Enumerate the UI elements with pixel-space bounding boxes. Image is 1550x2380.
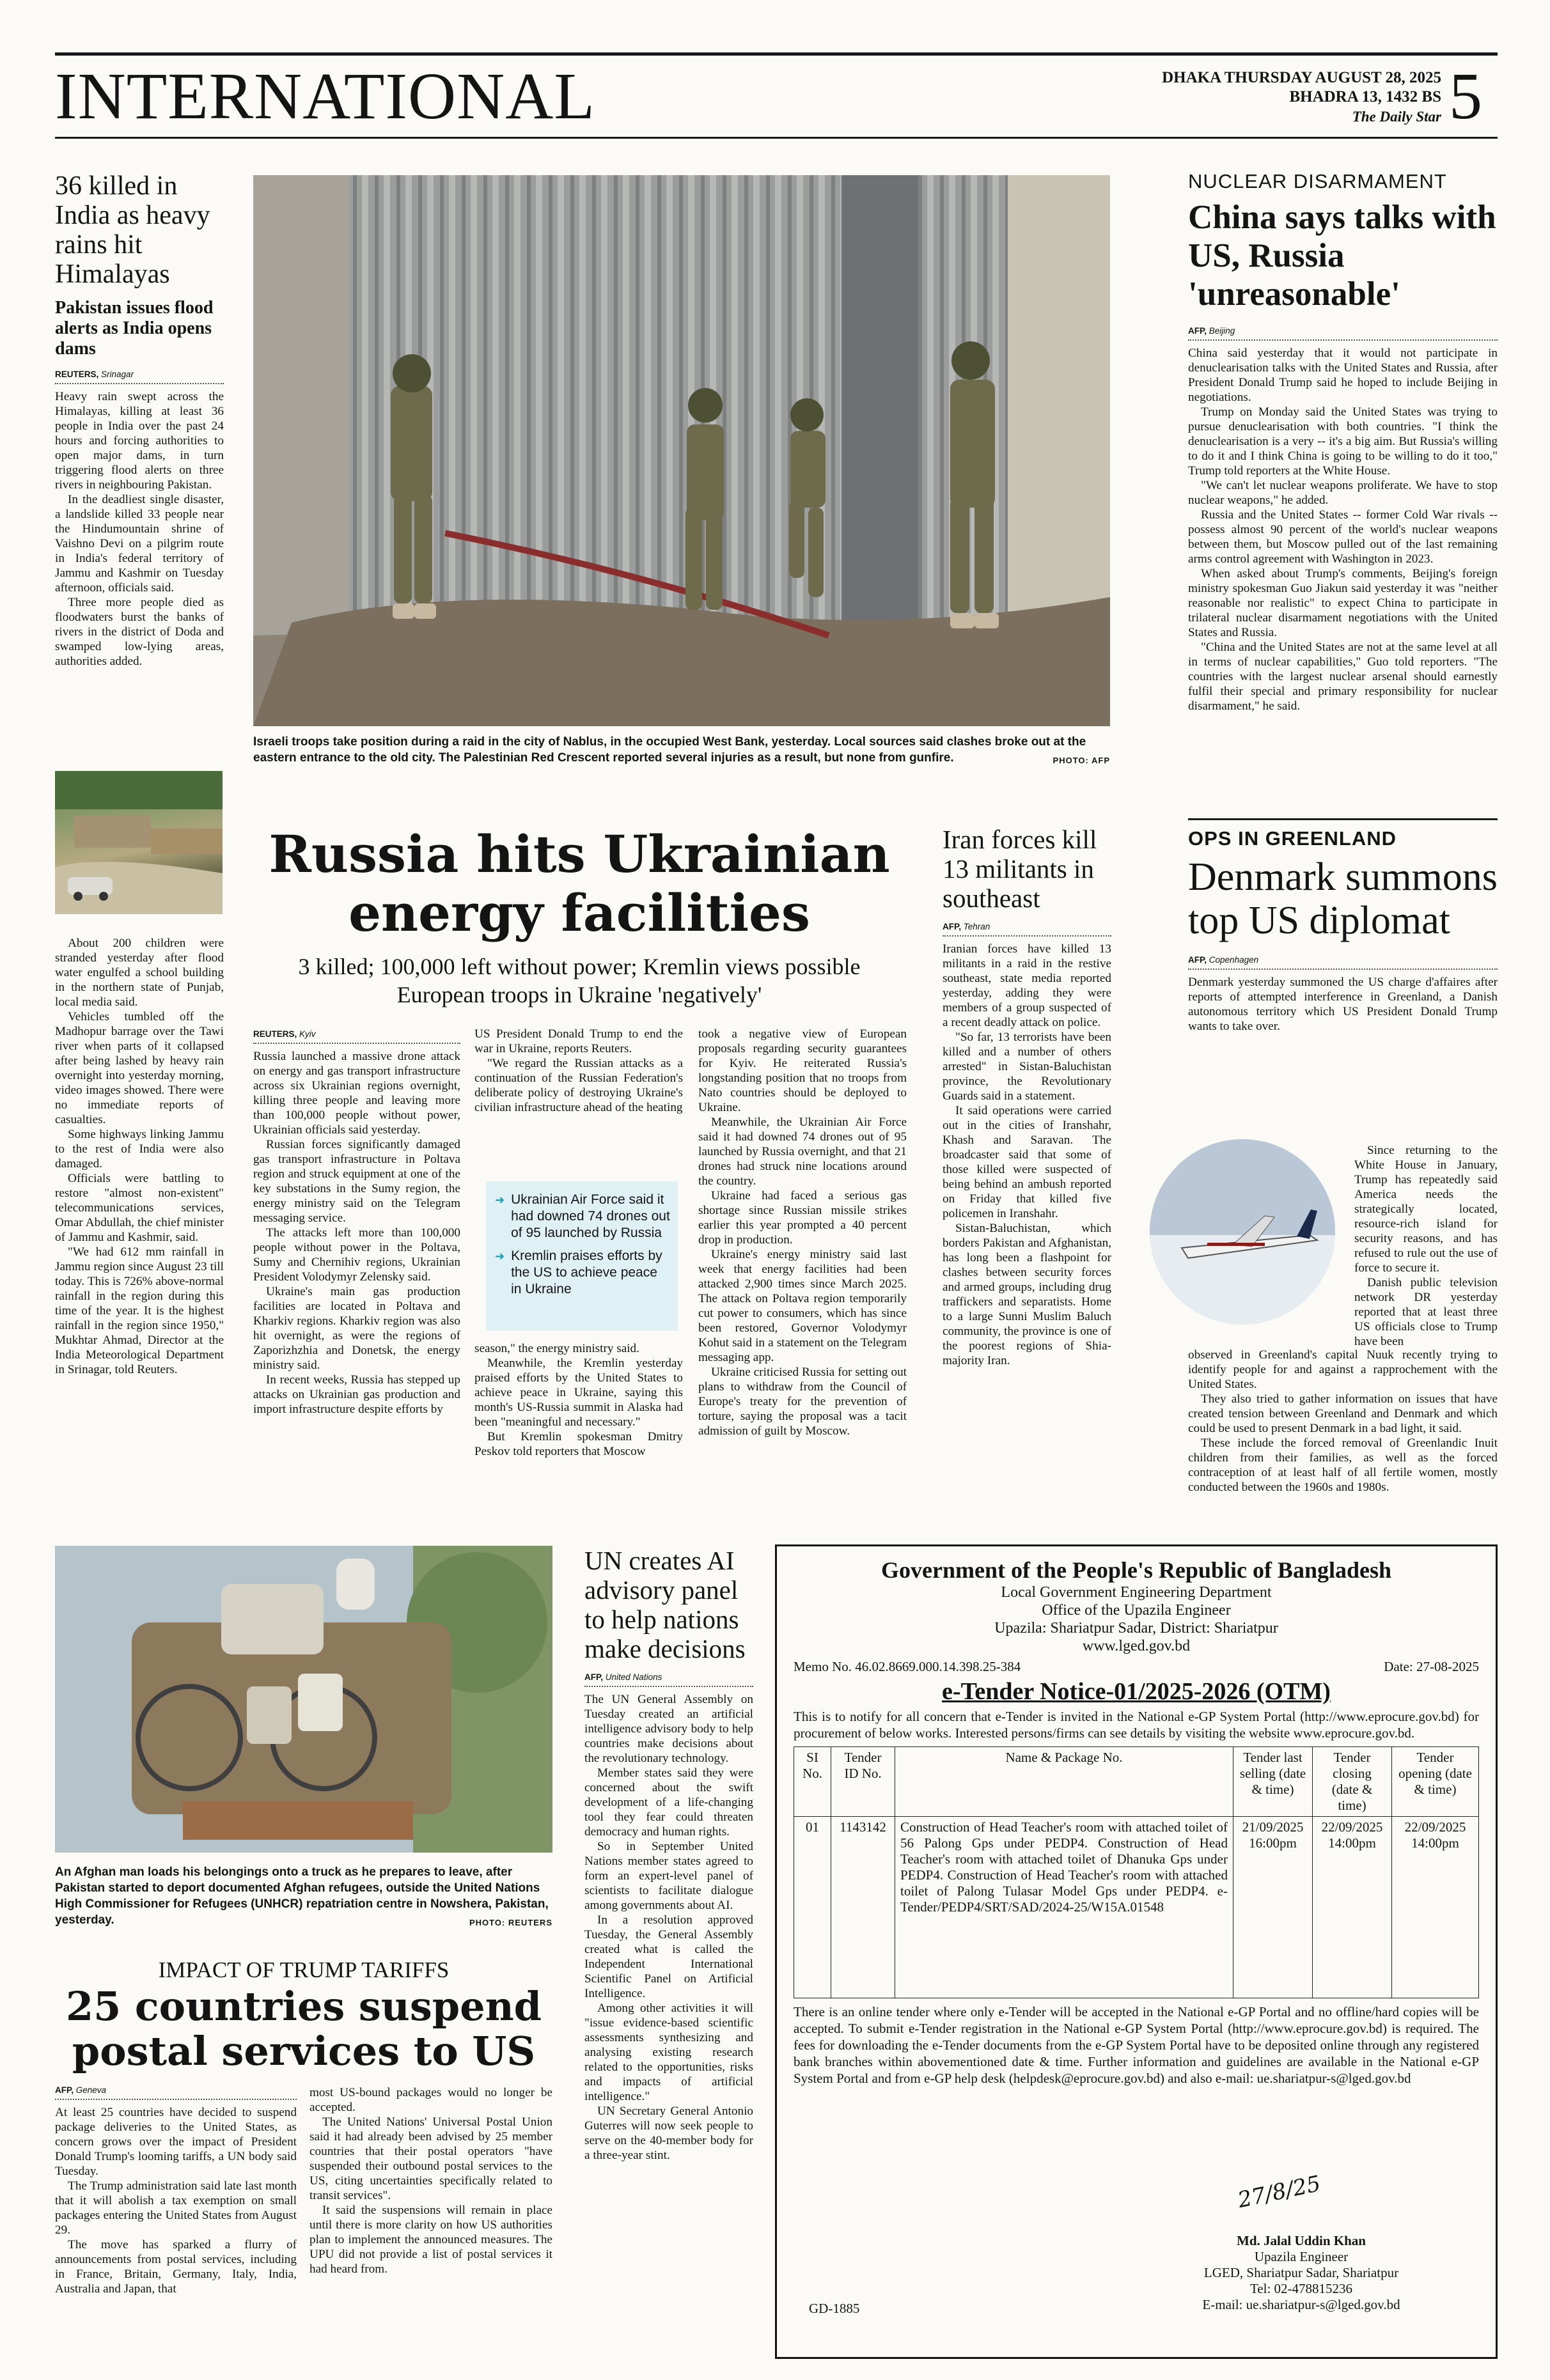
denmark-wrap	[1354, 1143, 1498, 1349]
tender-memo-row	[794, 1659, 1479, 1675]
denmark-kicker: OPS IN GREENLAND	[1188, 827, 1397, 850]
russia-paragraph: "We regard the Russian attacks as a continuation of the Russian Federation's deliberate policy of destroying Ukraine's civilian infrastructure ahead of the heating	[474, 1057, 683, 1114]
truck-loading-image	[55, 1546, 552, 1853]
table-header-sl: SI No.	[794, 1747, 831, 1817]
un-story	[584, 1546, 753, 2163]
russia-col-1	[253, 1025, 460, 1417]
tariff-headline: 25 countries suspend postal services to US	[65, 1983, 542, 2074]
tender-table	[794, 1746, 1479, 1998]
un-byline: AFP, United Nations	[584, 1672, 662, 1682]
denmark-paragraph: Danish public television network DR yesterday reported that at least three US officials close to Trump have been	[1354, 1276, 1498, 1348]
india-paragraph: "We had 612 mm rainfall in Jammu region since August 23 till today. This is 726% above-normal rainfall in the region during this time of the year. It is the highest rainfall in the region since 1950," Mukhtar Ahmad, Director at the India Meteorological Department in Srinagar, told Reuters.	[55, 1245, 224, 1376]
tariff-col-1	[55, 2081, 297, 2296]
signer-block	[1135, 2233, 1468, 2313]
russia-paragraph: took a negative view of European proposals regarding security guarantees for Kyiv. He reiterated Russia's longstanding position that no troops from Nato countries should be deployed to Ukraine.	[698, 1027, 907, 1114]
china-paragraph: Trump on Monday said the United States was trying to pursue denuclearisation with both countries. "I think the denuclearisation is a very -- it's a big aim. But Russia's willing to do it and I think China is going to be willing to do it too," Trump told reporters at the White House.	[1188, 405, 1498, 478]
russia-paragraph: Ukraine's main gas production facilities are located in Poltava and Kharkiv regions. Kharkiv region was also hit overnight, as were the regions of Zaporizhzhia and Donetsk, the energy ministry said.	[253, 1285, 460, 1372]
airplane-image	[1150, 1139, 1335, 1325]
india-paragraph: In the deadliest single disaster, a landslide killed 33 people near the Hindumountain shrine of Vaishno Devi on a pilgrim route in India's federal territory of Jammu and Kashmir on Tuesday afternoon, officials said.	[55, 493, 224, 595]
table-row	[794, 1817, 1479, 1998]
table-header-closing: Tender closing (date & time)	[1313, 1747, 1392, 1817]
arrow-icon: ➜	[495, 1250, 505, 1263]
signer-title: Upazila Engineer	[1254, 2249, 1349, 2264]
un-paragraph: Member states said they were concerned about the swift development of a life-changing tool they fear could threaten democracy and human rights.	[584, 1766, 753, 1839]
russia-paragraph: But Kremlin spokesman Dmitry Peskov told reporters that Moscow	[474, 1430, 683, 1458]
tariff-byline: AFP, Geneva	[55, 2085, 107, 2095]
cell-sl: 01	[794, 1817, 831, 1998]
iran-paragraph: Iranian forces have killed 13 militants in a raid in the restive southeast, state media reported yesterday, adding they were members of a group suspected of a recent deadly attack on police.	[943, 942, 1111, 1029]
callout-text: Ukrainian Air Force said it had downed 74 drones out of 95 launched by Russia	[511, 1192, 670, 1240]
iran-paragraph: It said operations were carried out in the cities of Iranshahr, Khash and Saravan. The broadcaster said that some of those killed were suspected of being behind an ambush reported on Friday that killed five policemen in Iranshahr.	[943, 1104, 1111, 1220]
cell-tender-id: 1143142	[831, 1817, 895, 1998]
callout-text: Kremlin praises efforts by the US to achieve peace in Ukraine	[511, 1248, 662, 1296]
denmark-byline: AFP, Copenhagen	[1188, 955, 1259, 965]
china-paragraph: "China and the United States are not at the same level at all in terms of nuclear capabilities," Guo told reporters. "The countries with the largest nuclear arsenal should earnestly fulfil their special and primary responsibility for nuclear disarmament," he said.	[1188, 641, 1498, 713]
tariff-kicker: IMPACT OF TRUMP TARIFFS	[158, 1957, 450, 1982]
signer-email: E-mail: ue.shariatpur-s@lged.gov.bd	[1202, 2297, 1400, 2312]
tariff-paragraph: The United Nations' Universal Postal Union said it had already been advised by 25 member countries that their postal operators "have suspended their outbound postal services to the US, citing uncertainties specifically related to transit services".	[309, 2115, 552, 2202]
dateline: DHAKA THURSDAY AUGUST 28, 2025	[1162, 69, 1441, 86]
denmark-rest	[1188, 1348, 1498, 1495]
tender-notice-title: e-Tender Notice-01/2025-2026 (OTM)	[942, 1678, 1331, 1705]
china-story	[1188, 170, 1498, 713]
india-paragraph: About 200 children were stranded yesterday after flood water engulfed a school building in the northern state of Punjab, local media said.	[55, 937, 224, 1009]
russia-paragraph: Ukraine's energy ministry said last week that energy facilities had been attacked 2,900 times since March 2025. The attack on Poltava region temporarily cut power to consumers, which has since been restored, Governor Volodymyr Kohut said in a statement on the Telegram messaging app.	[698, 1248, 907, 1364]
bengali-date: BHADRA 13, 1432 BS	[1289, 88, 1441, 105]
denmark-headline: Denmark summons top US diplomat	[1188, 855, 1498, 942]
denmark-paragraph: These include the forced removal of Greenlandic Inuit children from their families, as well as the forced contraception of at least half of all fertile women, mostly conducted between the 1960s and 1980s.	[1188, 1436, 1498, 1494]
table-header-name: Name & Package No.	[895, 1747, 1233, 1817]
russia-paragraph: Meanwhile, the Kremlin yesterday praised efforts by the United States to achieve peace in Ukraine, saying this month's US-Russia summit in Alaska had been "meaningful and necessary."	[474, 1357, 683, 1429]
tender-office: Office of the Upazila Engineer	[1042, 1602, 1231, 1619]
india-story	[55, 171, 224, 669]
iran-headline: Iran forces kill 13 militants in southeast	[943, 825, 1097, 913]
russia-col-2-bottom	[474, 1341, 683, 1459]
signer-office: LGED, Shariatpur Sadar, Shariatpur	[1203, 2265, 1399, 2280]
tariff-paragraph: most US-bound packages would no longer be accepted.	[309, 2086, 552, 2114]
arrow-icon: ➜	[495, 1194, 505, 1206]
soldiers-photo-image	[253, 175, 1110, 726]
tender-government: Government of the People's Republic of Bangladesh	[881, 1557, 1391, 1583]
signer-tel: Tel: 02-478815236	[1249, 2281, 1353, 2296]
russia-paragraph: In recent weeks, Russia has stepped up attacks on Ukrainian gas production and import infrastructure despite efforts by	[253, 1373, 460, 1416]
table-header-tender-id: Tender ID No.	[831, 1747, 895, 1817]
russia-headline-line2: energy facilities	[348, 883, 810, 943]
russia-deck: 3 killed; 100,000 left without power; Kremlin views possible European troops in Ukraine 'negatively'	[298, 954, 861, 1007]
russia-paragraph: season," the energy ministry said.	[474, 1342, 639, 1355]
china-paragraph: "We can't let nuclear weapons proliferate. We have to stop nuclear weapons," he added.	[1188, 479, 1498, 507]
un-headline: UN creates AI advisory panel to help nations make decisions	[584, 1546, 746, 1663]
flood-photo	[55, 771, 223, 914]
signature: 27/8/25	[1235, 2170, 1323, 2214]
china-paragraph: When asked about Trump's comments, Beijing's foreign ministry spokesman Guo Jiakun said yesterday it was "neither reasonable nor realistic" to expect China to participate in trilateral nuclear disarmament negotiations with the United States and Russia.	[1188, 567, 1498, 639]
afghan-credit: PHOTO: REUTERS	[448, 1918, 552, 1927]
india-subhead: Pakistan issues flood alerts as India opens dams	[55, 298, 214, 359]
section-title: INTERNATIONAL	[55, 59, 595, 133]
un-paragraph: In a resolution approved Tuesday, the General Assembly created what is called the Independent International Scientific Panel on Artificial Intelligence.	[584, 1913, 753, 2000]
russia-paragraph: Ukraine had faced a serious gas shortage since Russian missile strikes earlier this year prompted a 40 percent drop in production.	[698, 1189, 907, 1247]
main-photo	[253, 175, 1110, 726]
india-headline: 36 killed in India as heavy rains hit Himalayas	[55, 171, 210, 289]
top-rule	[55, 52, 1498, 56]
page-number: 5	[1449, 59, 1482, 133]
un-paragraph: So in September United Nations member states agreed to form an expert-level panel of scientists to facilitate dialogue among governments about AI.	[584, 1840, 753, 1912]
russia-headline-line1: Russia hits Ukrainian	[269, 824, 890, 884]
tariff-paragraph: The Trump administration said late last month that it will abolish a tax exemption on small packages entering the United States from August 29.	[55, 2179, 297, 2237]
russia-paragraph: Meanwhile, the Ukrainian Air Force said it had downed 74 drones out of 95 launched by Russia overnight, and that 21 drones had struck nine locations around the country.	[698, 1116, 907, 1188]
iran-paragraph: "So far, 13 terrorists have been killed and a number of others arrested" in Sistan-Baluchistan province, the Revolutionary Guards said in a statement.	[943, 1031, 1111, 1103]
india-paragraph: Three more people died as floodwaters burst the banks of rivers in the district of Doda and swamped low-lying areas, authorities added.	[55, 596, 224, 668]
denmark-paragraph: They also tried to gather information on issues that have created tension between Greenland and Denmark and which could be used to present Denmark in a bad light, it said.	[1188, 1392, 1498, 1435]
india-paragraph: Heavy rain swept across the Himalayas, killing at least 36 people in India over the past 24 hours and forcing authorities to open major dams, in turn triggering flood alerts on three rivers in neighbouring Pakistan.	[55, 390, 224, 492]
afghan-caption: An Afghan man loads his belongings onto a truck as he prepares to leave, after Pakistan started to deport documented Afghan refugees, outside the United Nations High Commissioner for Refugees (UNHCR) repatriation centre in Nowshera, Pakistan, yesterday.	[55, 1865, 549, 1927]
paper-name: The Daily Star	[1352, 109, 1441, 125]
tender-intro: This is to notify for all concern that e-Tender is invited in the National e-GP System Portal (http://www.eprocure.gov.bd) for procurement of below works. Interested persons/firms can see details by visiting the website www.eprocure.gov.bd.	[794, 1709, 1479, 1741]
callout-item	[495, 1192, 671, 1241]
russia-paragraph: The attacks left more than 100,000 people without power in the Poltava, Sumy and Chernihiv regions, Ukrainian President Volodymyr Zelensky said.	[253, 1226, 460, 1284]
tariff-paragraph: At least 25 countries have decided to suspend package deliveries to the United States, as concern grows over the impact of President Donald Trump's looming tariffs, a UN body said Tuesday.	[55, 2106, 297, 2178]
tariff-paragraph: The move has sparked a flurry of announcements from postal services, including in France, Britain, Germany, Italy, India, Australia and Japan, that	[55, 2238, 297, 2296]
tender-date: Date: 27-08-2025	[1384, 1659, 1479, 1674]
tender-table-header	[794, 1747, 1479, 1817]
china-paragraph: Russia and the United States -- former Cold War rivals -- possess almost 90 percent of the world's nuclear weapons between them, but Moscow pulled out of the last remaining arms control agreement with Washington in 2023.	[1188, 508, 1498, 566]
main-photo-caption: Israeli troops take position during a raid in the city of Nablus, in the occupied West Bank, yesterday. Local sources said clashes broke out at the eastern entrance to the old city. The Palestinian Red Crescent reported several injuries as a result, but none from gunfire.	[253, 735, 1086, 765]
russia-paragraph: Russian forces significantly damaged gas transport infrastructure in Poltava region and struck equipment at one of the key substations in the Sumy region, the energy ministry said on the Telegram messaging service.	[253, 1138, 460, 1225]
tariff-paragraph: It said the suspensions will remain in place until there is more clarity on how US authorities plan to implement the announced measures. The UPU did not provide a list of postal services it had heard from.	[309, 2204, 552, 2276]
afghan-photo	[55, 1546, 552, 1853]
iran-story	[943, 825, 1111, 1368]
tender-ad	[775, 1544, 1498, 2359]
denmark-paragraph: Since returning to the White House in January, Trump has repeatedly said America needs the strategically located, resource-rich island for security reasons, and has refused to rule out the use of force to secure it.	[1354, 1144, 1498, 1275]
tender-website: www.lged.gov.bd	[1082, 1638, 1191, 1654]
russia-byline: REUTERS, Kyiv	[253, 1029, 316, 1039]
russia-callout	[486, 1181, 678, 1331]
china-divider	[1188, 818, 1498, 820]
main-photo-credit: PHOTO: AFP	[1036, 756, 1110, 765]
cell-name: Construction of Head Teacher's room with attached toilet of 56 Palong Gps under PEDP4. Construction of Head Teacher's room with attached toilet of Dhanuka Gps under PEDP4. Construction of Head Teacher's room with attached toilet of Palong Tulasar Model Gps under PEDP4. e-Tender/PEDP4/SRT/SAD/2024-25/W15A.01548	[895, 1817, 1233, 1998]
iran-byline: AFP, Tehran	[943, 922, 990, 931]
callout-item	[495, 1248, 671, 1298]
iran-paragraph: Sistan-Baluchistan, which borders Pakistan and Afghanistan, has long been a flashpoint for clashes between security forces and armed groups, including drug traffickers and separatists. Home to a large Sunni Muslim Baluch community, the province is one of the poorest regions of Shia-majority Iran.	[943, 1222, 1111, 1367]
china-kicker: NUCLEAR DISARMAMENT	[1188, 170, 1447, 192]
table-header-last-selling: Tender last selling (date & time)	[1233, 1747, 1313, 1817]
china-headline: China says talks with US, Russia 'unreasonable'	[1188, 199, 1496, 313]
masthead-bottom-rule	[55, 137, 1498, 139]
cell-opening: 22/09/2025 14:00pm	[1392, 1817, 1479, 1998]
cell-last-selling: 21/09/2025 16:00pm	[1233, 1817, 1313, 1998]
russia-col-2	[474, 1027, 683, 1115]
un-paragraph: Among other activities it will "issue evidence-based scientific assessments synthesizing and analysing existing research related to the opportunities, risks and impacts of artificial intelligence."	[584, 2002, 753, 2103]
gd-number: GD-1885	[809, 2301, 860, 2316]
cell-closing: 22/09/2025 14:00pm	[1313, 1817, 1392, 1998]
denmark-paragraph: Denmark yesterday summoned the US charge d'affaires after reports of attempted interference in Greenland, a Danish autonomous territory which US President Donald Trump wants to take over.	[1188, 976, 1498, 1033]
un-paragraph: UN Secretary General Antonio Guterres will now seek people to serve on the 40-member body for a three-year stint.	[584, 2104, 753, 2162]
india-paragraph: Vehicles tumbled off the Madhopur barrage over the Tawi river when parts of it collapsed after being lashed by heavy rain overnight into yesterday morning, video images showed. There were no immediate reports of casualties.	[55, 1010, 224, 1126]
russia-paragraph: US President Donald Trump to end the war in Ukraine, reports Reuters.	[474, 1027, 683, 1055]
india-story-continued	[55, 936, 224, 1377]
india-paragraph: Officials were battling to restore "almost non-existent" telecommunications services, Omar Abdullah, the chief minister of Jammu and Kashmir, said.	[55, 1172, 224, 1244]
denmark-story-head	[1188, 827, 1498, 1034]
tariff-col-2	[309, 2085, 552, 2276]
tender-footer: There is an online tender where only e-Tender will be accepted in the National e-GP Portal and no offline/hard copies will be accepted. To submit e-Tender registration in the National e-GP System Portal (http://www.eprocure.gov.bd) is required. The fees for downloading the e-Tender documents from the e-GP System Portal have to be deposited online through any registered bank branches within abovementioned date & time. Further information and guidelines are available in the National e-GP System Portal and from e-GP help desk (helpdesk@eprocure.gov.bd) and also e-mail: ue.shariatpur-s@lged.gov.bd	[794, 2004, 1479, 2086]
tender-location: Upazila: Shariatpur Sadar, District: Shariatpur	[994, 1620, 1278, 1637]
tender-memo: Memo No. 46.02.8669.000.14.398.25-384	[794, 1659, 1021, 1674]
table-header-opening: Tender opening (date & time)	[1392, 1747, 1479, 1817]
denmark-paragraph: observed in Greenland's capital Nuuk recently trying to identify people for and against a rapprochement with the United States.	[1188, 1348, 1498, 1391]
russia-paragraph: Russia launched a massive drone attack on energy and gas transport infrastructure across six Ukrainian regions overnight, killing three people and leaving more than 100,000 people without power, Ukrainian officials said yesterday.	[253, 1050, 460, 1137]
tender-department: Local Government Engineering Department	[1001, 1584, 1272, 1601]
un-paragraph: The UN General Assembly on Tuesday created an artificial intelligence advisory body to help countries make decisions about the revolutionary technology.	[584, 1693, 753, 1765]
russia-paragraph: Ukraine criticised Russia for setting out plans to withdraw from the Council of Europe's treaty for the prevention of torture, saying the proposal was a tacit admission of guilt by Moscow.	[698, 1365, 907, 1438]
russia-headline	[253, 825, 905, 942]
india-byline: REUTERS, Srinagar	[55, 369, 134, 379]
russia-col-3	[698, 1027, 907, 1438]
india-paragraph: Some highways linking Jammu to the rest of India were also damaged.	[55, 1128, 224, 1171]
china-byline: AFP, Beijing	[1188, 326, 1235, 336]
plane-photo	[1150, 1139, 1335, 1325]
china-paragraph: China said yesterday that it would not participate in denuclearisation talks with the United States and Russia, after President Donald Trump said he hoped to include Beijing in negotiations.	[1188, 346, 1498, 404]
signer-name: Md. Jalal Uddin Khan	[1237, 2233, 1366, 2248]
flood-scene-image	[55, 771, 223, 914]
